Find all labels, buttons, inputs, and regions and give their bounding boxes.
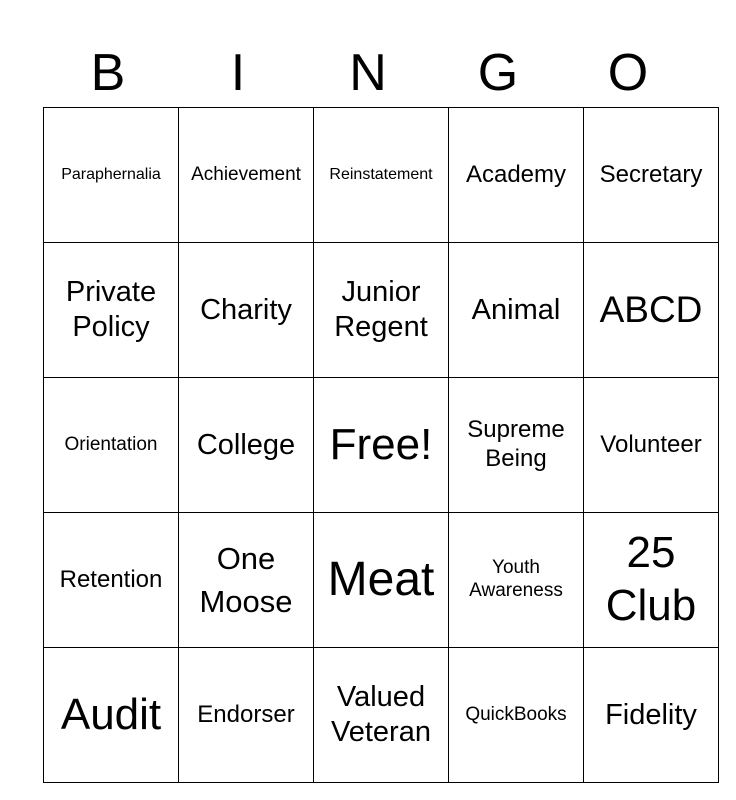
bingo-cell[interactable]: QuickBooks [449, 648, 584, 783]
free-space[interactable]: Free! [314, 378, 449, 513]
bingo-cell[interactable]: 25 Club [584, 513, 719, 648]
bingo-cell[interactable]: Endorser [179, 648, 314, 783]
board-row [44, 513, 719, 648]
bingo-cell[interactable]: Audit [44, 648, 179, 783]
header-letter-o: O [607, 44, 649, 102]
bingo-cell[interactable]: Fidelity [584, 648, 719, 783]
bingo-cell[interactable]: Volunteer [584, 378, 719, 513]
header-letter-g: G [477, 44, 519, 102]
bingo-cell[interactable]: Valued Veteran [314, 648, 449, 783]
bingo-cell[interactable]: College [179, 378, 314, 513]
bingo-cell[interactable]: Reinstatement [314, 108, 449, 243]
board-row [44, 243, 719, 378]
bingo-cell[interactable]: Academy [449, 108, 584, 243]
board-row [44, 108, 719, 243]
bingo-cell[interactable]: One Moose [179, 513, 314, 648]
header-letter-b: B [90, 44, 126, 102]
header-letter-n: N [349, 44, 387, 102]
board-row [44, 648, 719, 783]
bingo-board [43, 107, 719, 783]
bingo-cell[interactable]: Private Policy [44, 243, 179, 378]
header-letter-i: I [230, 44, 246, 102]
bingo-cell[interactable]: Achievement [179, 108, 314, 243]
bingo-cell[interactable]: Retention [44, 513, 179, 648]
bingo-cell[interactable]: Supreme Being [449, 378, 584, 513]
bingo-cell[interactable]: Secretary [584, 108, 719, 243]
bingo-cell[interactable]: Animal [449, 243, 584, 378]
bingo-cell[interactable]: Charity [179, 243, 314, 378]
bingo-cell[interactable]: Paraphernalia [44, 108, 179, 243]
bingo-cell[interactable]: Meat [314, 513, 449, 648]
bingo-cell[interactable]: Orientation [44, 378, 179, 513]
bingo-cell[interactable]: ABCD [584, 243, 719, 378]
bingo-cell[interactable]: Junior Regent [314, 243, 449, 378]
bingo-header [43, 40, 693, 106]
bingo-cell[interactable]: Youth Awareness [449, 513, 584, 648]
board-row [44, 378, 719, 513]
